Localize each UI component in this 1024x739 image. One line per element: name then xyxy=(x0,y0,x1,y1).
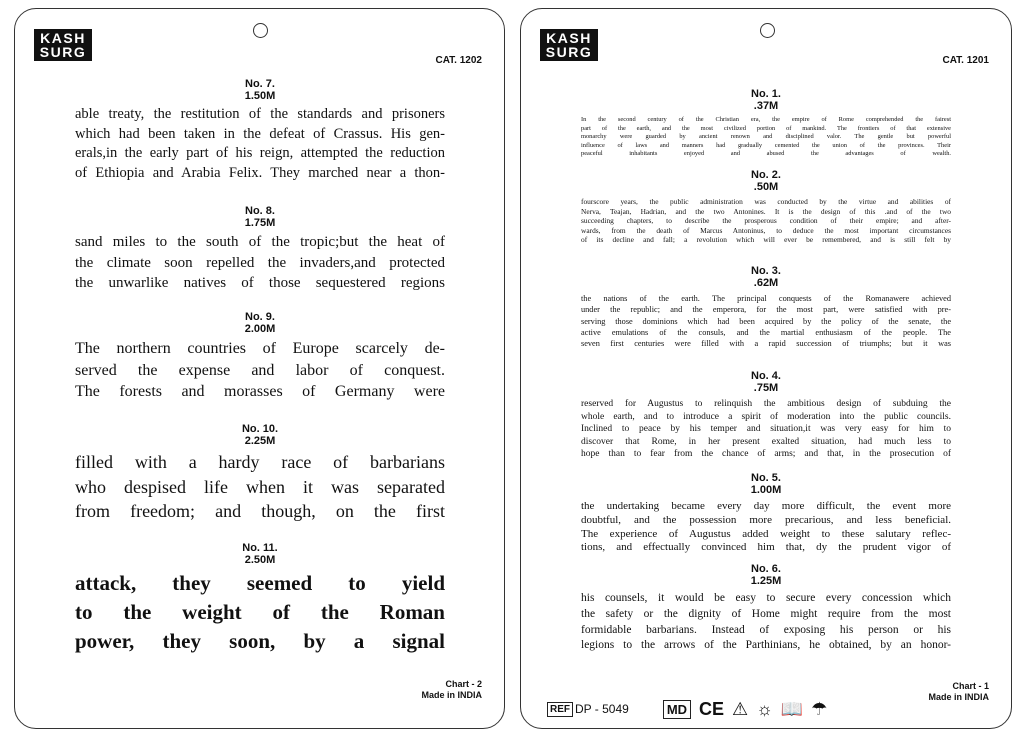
section-number: No. 11. xyxy=(242,542,278,554)
logo-line: KASH xyxy=(40,30,86,46)
text-line: served the expense and labor of conquest. xyxy=(75,361,445,379)
section-number: No. 4. xyxy=(751,370,781,382)
text-line: The northern countries of Europe scarcely de- xyxy=(75,340,445,358)
section-no-4 xyxy=(581,371,951,461)
text-line: wards, from the death of Marcus Antoninus, to deduce the most important circumstances xyxy=(581,225,951,235)
section-size: .50M xyxy=(753,180,779,193)
text-line: In the second century of the Christian era, the empire of Rome comprehended the fairest xyxy=(581,116,951,124)
text-line: active emulations of the consuls, and the martial enthusiasm of the people. The xyxy=(581,327,951,337)
made-in-label: Made in INDIA xyxy=(421,690,482,700)
text-line: his counsels, it would be easy to secure every concession which xyxy=(581,592,951,605)
text-line: able treaty, the restitution of the standards and prisoners xyxy=(75,106,445,123)
instructions-icon: 📖 xyxy=(780,699,804,719)
text-line: which had been taken in the defeat of Crassus. His gen- xyxy=(75,125,445,142)
chart-footer xyxy=(421,679,482,701)
section-size: 1.75M xyxy=(244,216,276,229)
text-line: fourscore years, the public administration was conducted by the virtue and abilities of xyxy=(581,197,951,207)
text-line: discover that Rome, in her present exalted situation, had much less to xyxy=(581,436,951,447)
brand-logo xyxy=(34,29,92,61)
text-line: the climate soon repelled the invaders,and protected xyxy=(75,254,445,271)
text-line: the safety or the dignity of Home might require from the most xyxy=(581,607,951,620)
text-line: serving those dominions which had been acquired by the policy of the senate, the xyxy=(581,316,951,326)
text-line: from freedom; and though, on the first xyxy=(75,501,445,522)
text-line: succeeding chapters, to describe the prosperous condition of their empire; and after- xyxy=(581,216,951,226)
text-line: who despised life when it was separated xyxy=(75,476,445,497)
chart-footer xyxy=(928,681,989,703)
text-line: part of the earth, and the most civilized portion of mankind. The frontiers of that extensive xyxy=(581,124,951,132)
chart-label: Chart - 1 xyxy=(952,681,989,691)
chart-card-right xyxy=(520,8,1012,729)
section-size: 2.50M xyxy=(244,553,276,566)
section-number: No. 2. xyxy=(751,169,781,181)
text-line: of Ethiopia and Arabia Felix. They marched near a thon- xyxy=(75,164,445,181)
text-line: erals,in the early part of his reign, attempted the reduction xyxy=(75,145,445,162)
text-line: reserved for Augustus to relinquish the ambitious design of subduing the xyxy=(581,399,951,410)
section-no-7 xyxy=(75,79,445,183)
ce-mark: CE xyxy=(699,699,725,719)
catalog-number: CAT. 1201 xyxy=(942,55,989,66)
section-size: 1.00M xyxy=(750,483,782,496)
text-line: the unwarlike natives of those sequestered regions xyxy=(75,275,445,292)
text-line: formidable barbarians. Instead of exposing his person or his xyxy=(581,623,951,636)
catalog-number: CAT. 1202 xyxy=(435,55,482,66)
keep-dry-icon: ☂ xyxy=(811,699,828,719)
text-line: peaceful inhabitants enjoyed and abused the advantages of wealth. xyxy=(581,150,951,158)
text-line: tions, and effectually convinced him that, dy the prudent vigor of xyxy=(581,541,951,554)
text-line: influence of laws and manners had gradually cemented the union of the provinces. Their xyxy=(581,141,951,149)
section-size: 1.25M xyxy=(750,574,782,587)
hanging-hole xyxy=(760,23,775,38)
section-number: No. 8. xyxy=(245,205,275,217)
text-line: the nations of the earth. The principal conquests of the Romanawere achieved xyxy=(581,294,951,304)
section-number: No. 6. xyxy=(751,563,781,575)
ref-label: REF xyxy=(547,702,573,717)
section-number: No. 7. xyxy=(245,78,275,90)
logo-line: SURG xyxy=(545,44,593,60)
section-size: .37M xyxy=(753,99,779,112)
text-line: The experience of Augustus added weight to these salutary reflec- xyxy=(581,527,951,540)
text-line: filled with a hardy race of barbarians xyxy=(75,452,445,473)
section-number: No. 1. xyxy=(751,88,781,100)
logo-line: SURG xyxy=(39,44,87,60)
text-line: under the republic; and the emperora, for the most part, were satisfied with pre- xyxy=(581,305,951,315)
section-number: No. 3. xyxy=(751,265,781,277)
made-in-label: Made in INDIA xyxy=(928,692,989,702)
text-line: the undertaking became every day more difficult, the event more xyxy=(581,500,951,513)
brand-logo xyxy=(540,29,598,61)
warning-icon: ⚠ xyxy=(732,699,749,719)
section-size: .62M xyxy=(753,276,779,289)
text-line: monarchy were guarded by ancient renown and disciplined valor. The gentle but powerful xyxy=(581,133,951,141)
section-no-9 xyxy=(75,312,445,403)
text-line: doubtful, and the possession more precarious, and less beneficial. xyxy=(581,513,951,526)
text-line: The forests and morasses of Germany were xyxy=(75,383,445,401)
ref-number: DP - 5049 xyxy=(575,702,629,716)
logo-line: KASH xyxy=(546,30,592,46)
section-no-6 xyxy=(581,564,951,654)
text-line: Inclined to peace by his temper and situation,it was very easy for him to xyxy=(581,424,951,435)
section-no-2 xyxy=(581,170,951,245)
section-no-11 xyxy=(75,543,445,656)
section-size: 2.25M xyxy=(244,434,276,447)
text-line: to the weight of the Roman xyxy=(75,600,445,625)
text-line: hope than to fear from the chance of arms; and that, in the prosecution of xyxy=(581,449,951,460)
md-label: MD xyxy=(663,700,691,719)
section-size: .75M xyxy=(753,381,779,394)
chart-card-left xyxy=(14,8,505,729)
text-line: sand miles to the south of the tropic;but the heat of xyxy=(75,234,445,251)
section-size: 2.00M xyxy=(244,322,276,335)
text-line: of its decline and fall; a revolution which will ever be remembered, and is still felt by xyxy=(581,235,951,245)
sunlight-icon: ☼ xyxy=(756,699,773,719)
section-number: No. 5. xyxy=(751,472,781,484)
chart-label: Chart - 2 xyxy=(445,679,482,689)
text-line: seven first centuries were filled with a rapid succession of triumphs; but it was xyxy=(581,338,951,348)
section-no-8 xyxy=(75,206,445,294)
text-line: Nerva, Teajan, Hadrian, and the two Antonines. It is the design of this .and of the two xyxy=(581,206,951,216)
section-number: No. 9. xyxy=(245,311,275,323)
section-no-3 xyxy=(581,266,951,349)
hanging-hole xyxy=(253,23,268,38)
text-line: whole earth, and to introduce a spirit of moderation into the public councils. xyxy=(581,411,951,422)
section-no-10 xyxy=(75,424,445,524)
section-size: 1.50M xyxy=(244,89,276,102)
text-line: power, they soon, by a signal xyxy=(75,629,445,654)
section-number: No. 10. xyxy=(241,423,279,435)
section-no-5 xyxy=(581,473,951,555)
section-no-1 xyxy=(581,89,951,159)
regulatory-symbols xyxy=(547,699,827,719)
text-line: legions to the arrows of the Parthinians, he obtained, by an honor- xyxy=(581,639,951,652)
text-line: attack, they seemed to yield xyxy=(75,571,445,596)
